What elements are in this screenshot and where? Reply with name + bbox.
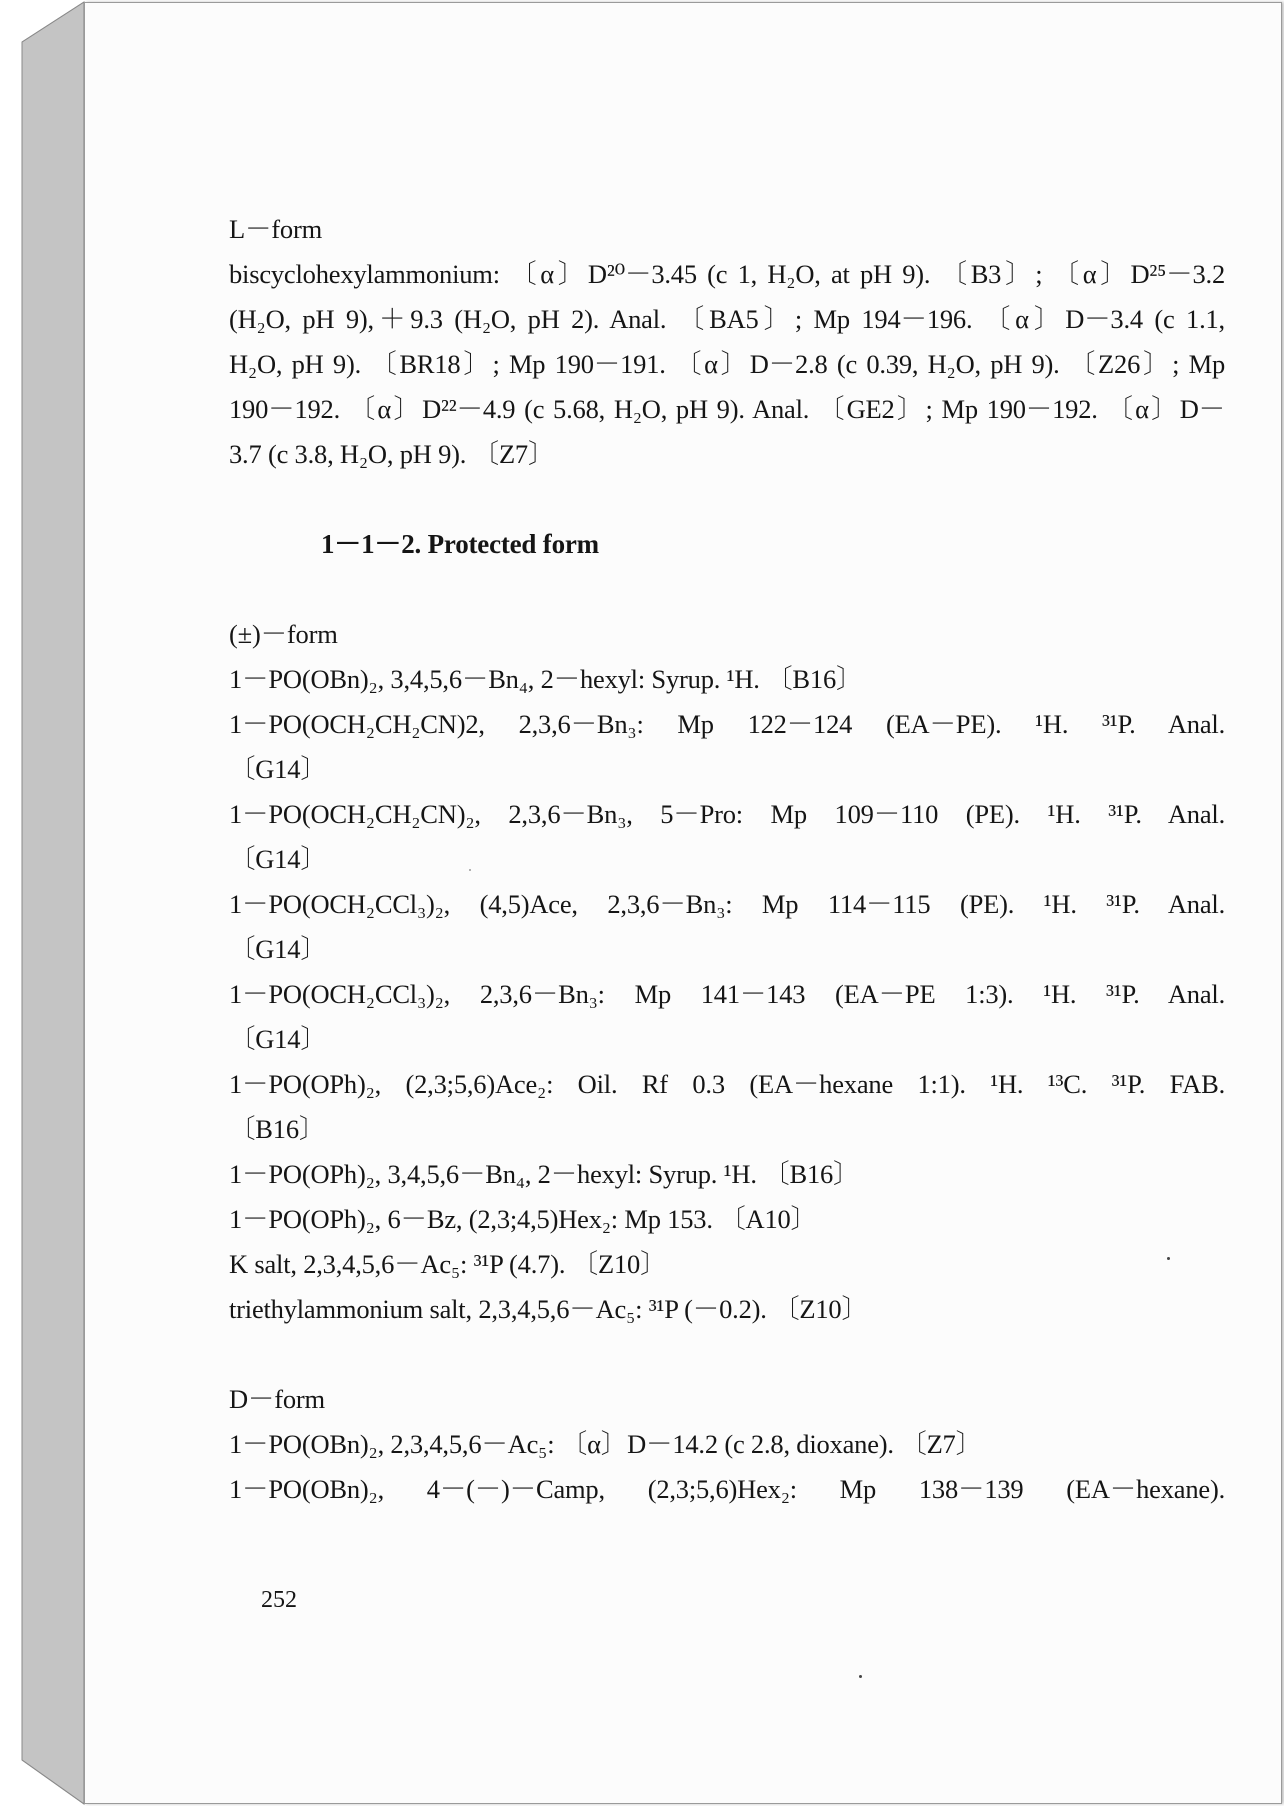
entry-6: 1－PO(OPh)₂, (2,3;5,6)Ace₂: Oil. Rf 0.3 (EA－hexane 1:1). ¹H. ¹³C. ³¹P. FAB. bbox=[229, 1069, 1225, 1099]
l-form-line-4: 190－192. 〔α〕D²²－4.9 (c 5.68, H₂O, pH 9). Anal. 〔GE2〕; Mp 190－192. 〔α〕D－ bbox=[229, 394, 1225, 424]
entry-8: 1－PO(OPh)₂, 6－Bz, (2,3;4,5)Hex₂: Mp 153. 〔A10〕 bbox=[229, 1204, 817, 1234]
entry-10: triethylammonium salt, 2,3,4,5,6－Ac₅: ³¹P (－0.2). 〔Z10〕 bbox=[229, 1294, 868, 1324]
entry-9: K salt, 2,3,4,5,6－Ac₅: ³¹P (4.7). 〔Z10〕 bbox=[229, 1249, 667, 1279]
book-spine bbox=[0, 0, 90, 1806]
l-form-line-1: biscyclohexylammonium: 〔α〕D²⁰－3.45 (c 1, H₂O, at pH 9). 〔B3〕; 〔α〕D²⁵－3.2 bbox=[229, 259, 1225, 289]
d-entry-1: 1－PO(OBn)₂, 2,3,4,5,6－Ac₅: 〔α〕D－14.2 (c 2.8, dioxane). 〔Z7〕 bbox=[229, 1429, 982, 1459]
scan-speck bbox=[1167, 1257, 1170, 1260]
entry-5: 1－PO(OCH₂CCl₃)₂, 2,3,6－Bn₃: Mp 141－143 (EA－PE 1:3). ¹H. ³¹P. Anal. bbox=[229, 979, 1225, 1009]
d-entry-2: 1－PO(OBn)₂, 4－(－)－Camp, (2,3;5,6)Hex₂: Mp 138－139 (EA－hexane). bbox=[229, 1474, 1225, 1504]
entry-7: 1－PO(OPh)₂, 3,4,5,6－Bn₄, 2－hexyl: Syrup. ¹H. 〔B16〕 bbox=[229, 1159, 860, 1189]
entry-2-ref: 〔G14〕 bbox=[229, 754, 327, 784]
entry-4: 1－PO(OCH₂CCl₃)₂, (4,5)Ace, 2,3,6－Bn₃: Mp 114－115 (PE). ¹H. ³¹P. Anal. bbox=[229, 889, 1225, 919]
l-form-line-2: (H₂O, pH 9),＋9.3 (H₂O, pH 2). Anal. 〔BA5〕; Mp 194－196. 〔α〕D－3.4 (c 1.1, bbox=[229, 304, 1225, 334]
entry-3-ref: 〔G14〕 bbox=[229, 844, 327, 874]
entry-2: 1－PO(OCH₂CH₂CN)2, 2,3,6－Bn₃: Mp 122－124 (EA－PE). ¹H. ³¹P. Anal. bbox=[229, 709, 1225, 739]
pm-form-label: (±)－form bbox=[229, 619, 338, 649]
section-heading: 1－1－2. Protected form bbox=[321, 529, 599, 559]
scan-speck bbox=[469, 869, 471, 871]
entry-6-ref: 〔B16〕 bbox=[229, 1114, 326, 1144]
entry-1: 1－PO(OBn)₂, 3,4,5,6－Bn₄, 2－hexyl: Syrup. ¹H. 〔B16〕 bbox=[229, 664, 863, 694]
entry-5-ref: 〔G14〕 bbox=[229, 1024, 327, 1054]
l-form-label: L－form bbox=[229, 214, 322, 244]
l-form-line-5: 3.7 (c 3.8, H₂O, pH 9). 〔Z7〕 bbox=[229, 439, 555, 469]
l-form-line-3: H₂O, pH 9). 〔BR18〕; Mp 190－191. 〔α〕D－2.8 (c 0.39, H₂O, pH 9). 〔Z26〕; Mp bbox=[229, 349, 1225, 379]
entry-4-ref: 〔G14〕 bbox=[229, 934, 327, 964]
page-number: 252 bbox=[261, 1587, 297, 1613]
scan-speck bbox=[859, 1675, 862, 1678]
d-form-label: D－form bbox=[229, 1384, 325, 1414]
entry-3: 1－PO(OCH₂CH₂CN)₂, 2,3,6－Bn₃, 5－Pro: Mp 109－110 (PE). ¹H. ³¹P. Anal. bbox=[229, 799, 1225, 829]
book-page bbox=[84, 2, 1282, 1804]
